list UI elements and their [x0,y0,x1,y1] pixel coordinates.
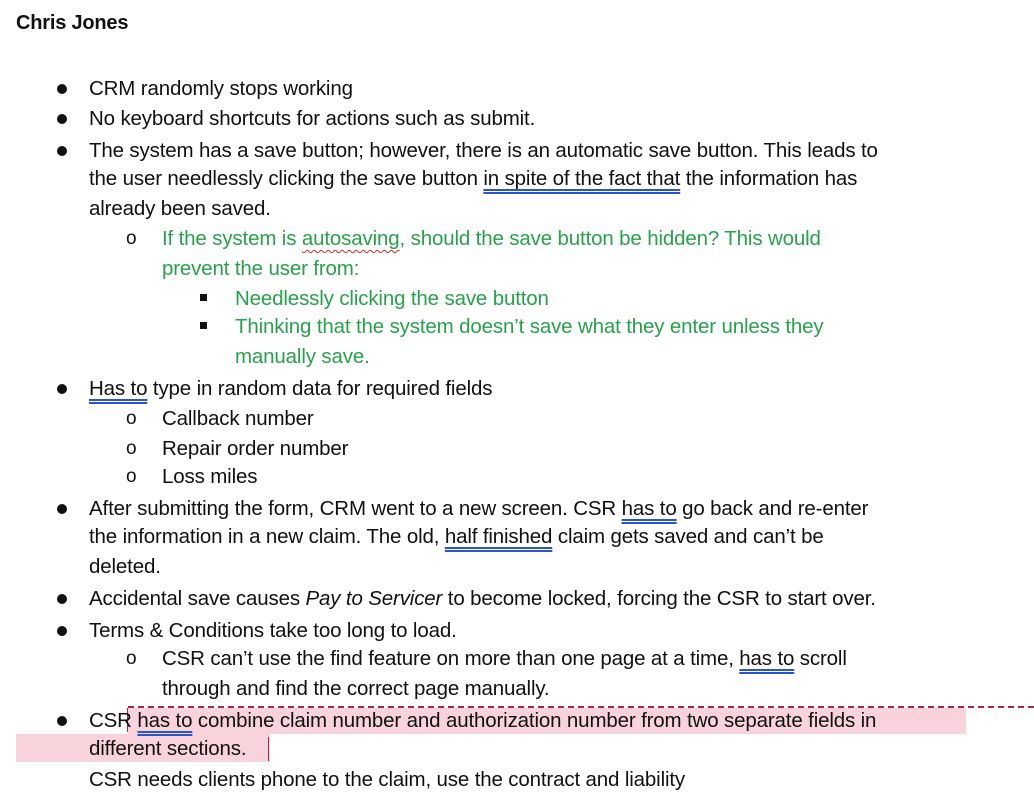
spelling-flagged-text[interactable]: autosaving [301,227,400,250]
sub-bullet-icon: o [126,466,137,487]
list-item[interactable]: The system has a save button; however, there is an automatic save button. This leads to [89,139,878,162]
list-item-continuation[interactable] [89,523,824,551]
sub-list-item[interactable] [162,645,847,673]
bullet-icon [57,716,67,726]
list-item-continuation[interactable]: already been saved. [89,197,271,220]
cut-off-line-container [0,762,1034,791]
sub-list-item[interactable]: Callback number [162,407,314,430]
text-cursor [268,737,269,761]
text-run: CSR can’t use the find feature on more than one page at a time, [162,647,740,670]
text-run: Accidental save causes [89,587,306,610]
text-run: scroll [794,647,847,670]
sub-list-item-continuation[interactable]: prevent the user from: [162,257,360,280]
third-level-item-continuation[interactable]: manually save. [235,345,370,368]
list-item[interactable]: CRM randomly stops working [89,77,353,100]
author-heading: Chris Jones [16,12,129,34]
grammar-flagged-text[interactable]: has to [739,647,795,670]
grammar-flagged-text[interactable]: has to [621,497,677,520]
bullet-icon [57,384,67,394]
sub-bullet-icon: o [126,648,137,669]
text-run: After submitting the form, CRM went to a new screen. CSR [89,497,622,520]
list-item-continuation[interactable]: deleted. [89,555,161,578]
list-item-continuation[interactable] [89,165,857,193]
sub-bullet-icon: o [126,228,137,249]
grammar-flagged-text[interactable]: has to [137,709,193,732]
list-item[interactable] [89,585,876,613]
square-bullet-icon [200,322,207,329]
text-run: the information has [680,167,858,190]
list-item[interactable]: Terms & Conditions take too long to load. [89,619,457,642]
third-level-item[interactable]: Needlessly clicking the save button [235,287,549,310]
bullet-icon [57,146,67,156]
sub-bullet-icon: o [126,438,137,459]
list-item[interactable] [89,375,492,403]
grammar-flagged-text[interactable]: half finished [444,525,553,548]
square-bullet-icon [200,294,207,301]
sub-list-item[interactable]: Repair order number [162,437,349,460]
sub-bullet-icon: o [126,408,137,429]
list-item[interactable] [89,495,868,523]
text-run: , should the save button be hidden? This would [399,227,821,250]
bullet-icon [57,114,67,124]
list-item[interactable]: No keyboard shortcuts for actions such as submit. [89,107,536,130]
sub-list-item[interactable] [162,225,821,253]
list-item-continuation[interactable]: different sections. [89,737,247,760]
text-run: combine claim number and authorization number from two separate fields in [192,709,877,732]
text-run: If the system is [162,227,302,250]
sub-list-item[interactable]: Loss miles [162,465,258,488]
bullet-icon [57,84,67,94]
bullet-icon [57,594,67,604]
text-run: go back and re-enter [676,497,869,520]
text-run: to become locked, forcing the CSR to start over. [442,587,876,610]
text-run: CSR [89,709,138,732]
list-item-partial[interactable]: CSR needs clients phone to the claim, use the contract and liability [89,768,686,791]
text-run: the information in a new claim. The old, [89,525,445,548]
emphasized-text: Pay to Servicer [305,587,443,610]
third-level-item[interactable]: Thinking that the system doesn’t save what they enter unless they [235,315,824,338]
text-run: the user needlessly clicking the save button [89,167,484,190]
text-run: claim gets saved and can’t be [552,525,824,548]
sub-list-item-continuation[interactable]: through and find the correct page manually. [162,677,550,700]
grammar-flagged-text[interactable]: in spite of the fact that [483,167,681,190]
bullet-icon [57,626,67,636]
text-run: type in random data for required fields [147,377,493,400]
bullet-icon [57,504,67,514]
list-item[interactable] [89,707,876,735]
grammar-flagged-text[interactable]: Has to [89,377,148,400]
